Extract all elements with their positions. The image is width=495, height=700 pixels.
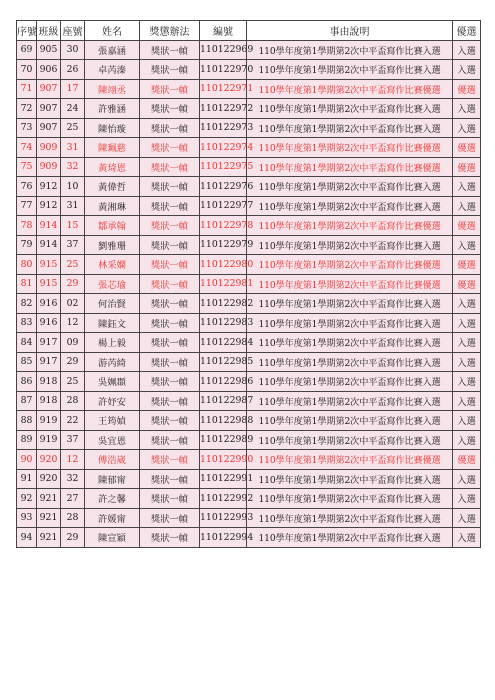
cell-seat: 25 — [61, 255, 85, 275]
header-seq: 序號 — [17, 21, 37, 41]
cell-number: 110122985 — [200, 352, 247, 372]
cell-description: 110學年度第1學期第2次中平盃寫作比賽優選 — [247, 138, 453, 158]
cell-result: 入選 — [453, 60, 481, 80]
cell-seq: 82 — [17, 294, 37, 314]
cell-result: 入選 — [453, 372, 481, 392]
cell-seq: 80 — [17, 255, 37, 275]
cell-description: 110學年度第1學期第2次中平盃寫作比賽入選 — [247, 40, 453, 60]
cell-name: 許之馨 — [85, 489, 140, 509]
table-row — [17, 138, 481, 158]
cell-number: 110122987 — [200, 391, 247, 411]
cell-seat: 02 — [61, 294, 85, 314]
cell-seat: 25 — [61, 372, 85, 392]
table-row — [17, 99, 481, 119]
cell-description: 110學年度第1學期第2次中平盃寫作比賽入選 — [247, 528, 453, 548]
cell-class: 918 — [37, 372, 61, 392]
cell-seq: 89 — [17, 430, 37, 450]
cell-award: 獎狀一幀 — [140, 255, 200, 275]
cell-result: 入選 — [453, 294, 481, 314]
cell-name: 劉雅珊 — [85, 235, 140, 255]
cell-class: 907 — [37, 79, 61, 99]
cell-description: 110學年度第1學期第2次中平盃寫作比賽入選 — [247, 99, 453, 119]
cell-class: 917 — [37, 352, 61, 372]
cell-class: 912 — [37, 196, 61, 216]
cell-number: 110122994 — [200, 528, 247, 548]
cell-award: 獎狀一幀 — [140, 274, 200, 294]
cell-award: 獎狀一幀 — [140, 411, 200, 431]
cell-seat: 31 — [61, 138, 85, 158]
cell-number: 110122979 — [200, 235, 247, 255]
cell-seq: 91 — [17, 469, 37, 489]
table-row — [17, 528, 481, 548]
cell-seq: 92 — [17, 489, 37, 509]
cell-class: 921 — [37, 489, 61, 509]
cell-name: 許媛甯 — [85, 508, 140, 528]
cell-seat: 28 — [61, 508, 85, 528]
cell-number: 110122986 — [200, 372, 247, 392]
cell-award: 獎狀一幀 — [140, 177, 200, 197]
cell-description: 110學年度第1學期第2次中平盃寫作比賽入選 — [247, 235, 453, 255]
cell-seq: 79 — [17, 235, 37, 255]
table-row — [17, 255, 481, 275]
cell-result: 入選 — [453, 430, 481, 450]
cell-seq: 72 — [17, 99, 37, 119]
table-row — [17, 333, 481, 353]
cell-name: 許雅涵 — [85, 99, 140, 119]
cell-seat: 31 — [61, 196, 85, 216]
award-list-table — [16, 20, 481, 548]
cell-description: 110學年度第1學期第2次中平盃寫作比賽優選 — [247, 255, 453, 275]
cell-number: 110122989 — [200, 430, 247, 450]
cell-class: 919 — [37, 411, 61, 431]
cell-result: 優選 — [453, 274, 481, 294]
cell-award: 獎狀一幀 — [140, 294, 200, 314]
cell-seq: 93 — [17, 508, 37, 528]
cell-seq: 86 — [17, 372, 37, 392]
cell-award: 獎狀一幀 — [140, 469, 200, 489]
cell-award: 獎狀一幀 — [140, 391, 200, 411]
cell-description: 110學年度第1學期第2次中平盃寫作比賽入選 — [247, 60, 453, 80]
header-number: 編號 — [200, 21, 247, 41]
cell-award: 獎狀一幀 — [140, 313, 200, 333]
cell-class: 909 — [37, 157, 61, 177]
cell-number: 110122977 — [200, 196, 247, 216]
cell-result: 入選 — [453, 99, 481, 119]
cell-seat: 22 — [61, 411, 85, 431]
cell-description: 110學年度第1學期第2次中平盃寫作比賽入選 — [247, 411, 453, 431]
cell-seat: 28 — [61, 391, 85, 411]
cell-award: 獎狀一幀 — [140, 99, 200, 119]
cell-description: 110學年度第1學期第2次中平盃寫作比賽入選 — [247, 333, 453, 353]
cell-number: 110122980 — [200, 255, 247, 275]
cell-result: 優選 — [453, 450, 481, 470]
cell-seat: 17 — [61, 79, 85, 99]
cell-name: 張芯瑜 — [85, 274, 140, 294]
cell-number: 110122988 — [200, 411, 247, 431]
cell-description: 110學年度第1學期第2次中平盃寫作比賽入選 — [247, 430, 453, 450]
cell-seq: 71 — [17, 79, 37, 99]
cell-seat: 29 — [61, 528, 85, 548]
table-row — [17, 294, 481, 314]
cell-award: 獎狀一幀 — [140, 333, 200, 353]
table-row — [17, 450, 481, 470]
cell-class: 907 — [37, 99, 61, 119]
cell-name: 黃琦恩 — [85, 157, 140, 177]
table-row — [17, 274, 481, 294]
cell-result: 入選 — [453, 489, 481, 509]
cell-result: 入選 — [453, 196, 481, 216]
cell-result: 入選 — [453, 528, 481, 548]
cell-seq: 88 — [17, 411, 37, 431]
cell-result: 優選 — [453, 138, 481, 158]
table-row — [17, 508, 481, 528]
cell-number: 110122974 — [200, 138, 247, 158]
table-row — [17, 391, 481, 411]
cell-result: 入選 — [453, 469, 481, 489]
table-row — [17, 118, 481, 138]
cell-award: 獎狀一幀 — [140, 508, 200, 528]
cell-seat: 29 — [61, 274, 85, 294]
table-row — [17, 40, 481, 60]
cell-result: 入選 — [453, 40, 481, 60]
cell-award: 獎狀一幀 — [140, 235, 200, 255]
cell-seat: 26 — [61, 60, 85, 80]
cell-seq: 85 — [17, 352, 37, 372]
cell-class: 912 — [37, 177, 61, 197]
table-row — [17, 469, 481, 489]
cell-award: 獎狀一幀 — [140, 118, 200, 138]
cell-name: 鄒承翰 — [85, 216, 140, 236]
cell-seq: 84 — [17, 333, 37, 353]
table-row — [17, 60, 481, 80]
cell-number: 110122992 — [200, 489, 247, 509]
cell-number: 110122972 — [200, 99, 247, 119]
cell-award: 獎狀一幀 — [140, 40, 200, 60]
cell-name: 陳翊丞 — [85, 79, 140, 99]
cell-name: 黃湘琳 — [85, 196, 140, 216]
cell-seat: 37 — [61, 430, 85, 450]
cell-award: 獎狀一幀 — [140, 450, 200, 470]
cell-name: 陳鈺文 — [85, 313, 140, 333]
cell-class: 918 — [37, 391, 61, 411]
table-row — [17, 235, 481, 255]
cell-number: 110122976 — [200, 177, 247, 197]
cell-seq: 78 — [17, 216, 37, 236]
cell-seq: 76 — [17, 177, 37, 197]
cell-class: 905 — [37, 40, 61, 60]
table-row — [17, 177, 481, 197]
cell-name: 傅浩崴 — [85, 450, 140, 470]
cell-number: 110122970 — [200, 60, 247, 80]
cell-award: 獎狀一幀 — [140, 430, 200, 450]
cell-name: 林采嫻 — [85, 255, 140, 275]
cell-class: 917 — [37, 333, 61, 353]
cell-award: 獎狀一幀 — [140, 489, 200, 509]
cell-description: 110學年度第1學期第2次中平盃寫作比賽入選 — [247, 372, 453, 392]
cell-number: 110122978 — [200, 216, 247, 236]
cell-number: 110122983 — [200, 313, 247, 333]
cell-result: 優選 — [453, 216, 481, 236]
cell-seat: 12 — [61, 450, 85, 470]
cell-name: 吳宜恩 — [85, 430, 140, 450]
header-seat: 座號 — [61, 21, 85, 41]
cell-class: 920 — [37, 469, 61, 489]
cell-name: 陳郁甯 — [85, 469, 140, 489]
cell-award: 獎狀一幀 — [140, 372, 200, 392]
cell-class: 914 — [37, 235, 61, 255]
cell-name: 楊上毅 — [85, 333, 140, 353]
cell-description: 110學年度第1學期第2次中平盃寫作比賽入選 — [247, 313, 453, 333]
table-row — [17, 411, 481, 431]
cell-award: 獎狀一幀 — [140, 528, 200, 548]
cell-award: 獎狀一幀 — [140, 196, 200, 216]
cell-result: 入選 — [453, 411, 481, 431]
cell-result: 入選 — [453, 352, 481, 372]
cell-name: 卓芮溱 — [85, 60, 140, 80]
cell-seat: 10 — [61, 177, 85, 197]
cell-description: 110學年度第1學期第2次中平盃寫作比賽優選 — [247, 79, 453, 99]
cell-seat: 24 — [61, 99, 85, 119]
table-row — [17, 489, 481, 509]
cell-class: 919 — [37, 430, 61, 450]
table-row — [17, 430, 481, 450]
cell-seat: 27 — [61, 489, 85, 509]
cell-name: 許妤安 — [85, 391, 140, 411]
cell-seat: 25 — [61, 118, 85, 138]
cell-description: 110學年度第1學期第2次中平盃寫作比賽入選 — [247, 469, 453, 489]
table-row — [17, 79, 481, 99]
cell-name: 游芮綺 — [85, 352, 140, 372]
cell-number: 110122973 — [200, 118, 247, 138]
cell-class: 909 — [37, 138, 61, 158]
header-name: 姓名 — [85, 21, 140, 41]
cell-number: 110122971 — [200, 79, 247, 99]
cell-award: 獎狀一幀 — [140, 79, 200, 99]
cell-number: 110122993 — [200, 508, 247, 528]
cell-name: 王筠媜 — [85, 411, 140, 431]
cell-number: 110122991 — [200, 469, 247, 489]
cell-description: 110學年度第1學期第2次中平盃寫作比賽入選 — [247, 294, 453, 314]
cell-seq: 74 — [17, 138, 37, 158]
table-row — [17, 157, 481, 177]
cell-result: 優選 — [453, 157, 481, 177]
cell-award: 獎狀一幀 — [140, 157, 200, 177]
cell-name: 陳宣穎 — [85, 528, 140, 548]
cell-name: 何治賢 — [85, 294, 140, 314]
cell-seat: 09 — [61, 333, 85, 353]
cell-seq: 87 — [17, 391, 37, 411]
cell-number: 110122984 — [200, 333, 247, 353]
table-row — [17, 313, 481, 333]
cell-seq: 77 — [17, 196, 37, 216]
table-row — [17, 372, 481, 392]
cell-result: 入選 — [453, 313, 481, 333]
cell-award: 獎狀一幀 — [140, 216, 200, 236]
cell-class: 907 — [37, 118, 61, 138]
cell-seat: 15 — [61, 216, 85, 236]
cell-class: 906 — [37, 60, 61, 80]
cell-number: 110122982 — [200, 294, 247, 314]
cell-result: 優選 — [453, 79, 481, 99]
cell-seq: 75 — [17, 157, 37, 177]
header-class: 班級 — [37, 21, 61, 41]
cell-description: 110學年度第1學期第2次中平盃寫作比賽優選 — [247, 157, 453, 177]
cell-result: 入選 — [453, 235, 481, 255]
cell-result: 優選 — [453, 255, 481, 275]
cell-seat: 30 — [61, 40, 85, 60]
cell-seq: 81 — [17, 274, 37, 294]
cell-number: 110122981 — [200, 274, 247, 294]
header-result: 優選 — [453, 21, 481, 41]
cell-description: 110學年度第1學期第2次中平盃寫作比賽優選 — [247, 450, 453, 470]
cell-description: 110學年度第1學期第2次中平盃寫作比賽入選 — [247, 177, 453, 197]
table-row — [17, 216, 481, 236]
cell-description: 110學年度第1學期第2次中平盃寫作比賽入選 — [247, 391, 453, 411]
cell-result: 入選 — [453, 508, 481, 528]
cell-name: 吳姵頵 — [85, 372, 140, 392]
cell-award: 獎狀一幀 — [140, 138, 200, 158]
cell-class: 915 — [37, 274, 61, 294]
cell-name: 陳珮慈 — [85, 138, 140, 158]
cell-description: 110學年度第1學期第2次中平盃寫作比賽入選 — [247, 196, 453, 216]
cell-description: 110學年度第1學期第2次中平盃寫作比賽入選 — [247, 118, 453, 138]
table-row — [17, 196, 481, 216]
cell-class: 915 — [37, 255, 61, 275]
cell-seat: 37 — [61, 235, 85, 255]
cell-seat: 32 — [61, 469, 85, 489]
cell-result: 入選 — [453, 333, 481, 353]
cell-class: 921 — [37, 508, 61, 528]
cell-number: 110122975 — [200, 157, 247, 177]
cell-seq: 69 — [17, 40, 37, 60]
cell-class: 916 — [37, 294, 61, 314]
cell-description: 110學年度第1學期第2次中平盃寫作比賽入選 — [247, 352, 453, 372]
header-row — [17, 21, 481, 41]
cell-seq: 73 — [17, 118, 37, 138]
cell-result: 入選 — [453, 391, 481, 411]
cell-class: 920 — [37, 450, 61, 470]
cell-number: 110122969 — [200, 40, 247, 60]
cell-result: 入選 — [453, 177, 481, 197]
cell-name: 黃偉哲 — [85, 177, 140, 197]
cell-class: 916 — [37, 313, 61, 333]
cell-seq: 94 — [17, 528, 37, 548]
cell-name: 張嘉涵 — [85, 40, 140, 60]
table-row — [17, 352, 481, 372]
header-description: 事由說明 — [247, 21, 453, 41]
cell-description: 110學年度第1學期第2次中平盃寫作比賽入選 — [247, 489, 453, 509]
cell-description: 110學年度第1學期第2次中平盃寫作比賽入選 — [247, 508, 453, 528]
cell-name: 陳怡璇 — [85, 118, 140, 138]
cell-class: 914 — [37, 216, 61, 236]
cell-seat: 12 — [61, 313, 85, 333]
cell-seat: 32 — [61, 157, 85, 177]
cell-number: 110122990 — [200, 450, 247, 470]
cell-seat: 29 — [61, 352, 85, 372]
header-award: 獎懲辦法 — [140, 21, 200, 41]
cell-class: 921 — [37, 528, 61, 548]
cell-result: 入選 — [453, 118, 481, 138]
cell-seq: 83 — [17, 313, 37, 333]
cell-award: 獎狀一幀 — [140, 352, 200, 372]
cell-award: 獎狀一幀 — [140, 60, 200, 80]
cell-description: 110學年度第1學期第2次中平盃寫作比賽優選 — [247, 274, 453, 294]
cell-description: 110學年度第1學期第2次中平盃寫作比賽優選 — [247, 216, 453, 236]
cell-seq: 90 — [17, 450, 37, 470]
cell-seq: 70 — [17, 60, 37, 80]
